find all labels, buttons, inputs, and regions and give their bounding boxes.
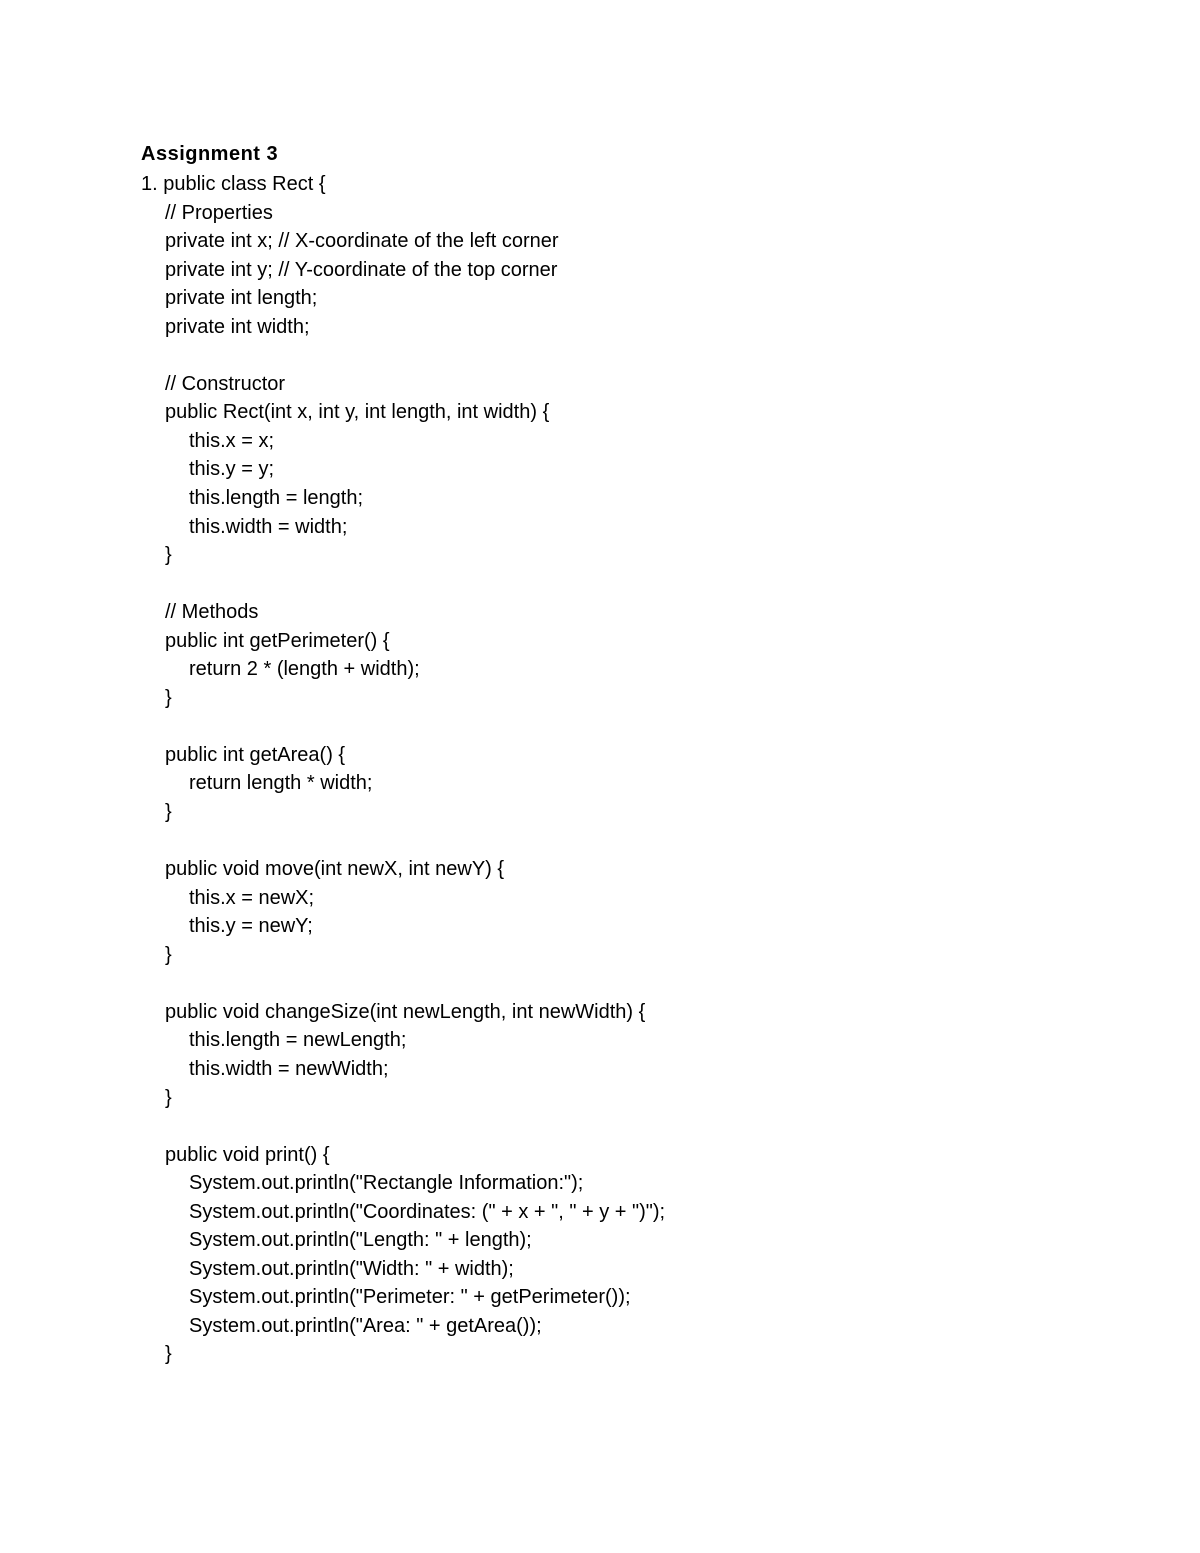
code-line: this.x = x; <box>189 429 275 452</box>
code-line: this.length = length; <box>189 487 364 510</box>
code-line <box>141 969 1141 998</box>
code-line: this.y = y; <box>189 458 275 481</box>
code-line: } <box>165 801 172 824</box>
code-line: // Properties <box>165 201 273 224</box>
code-line: public void move(int newX, int newY) { <box>165 858 505 881</box>
code-line: System.out.println("Rectangle Information:"); <box>189 1172 584 1195</box>
code-line: public int getArea() { <box>165 743 346 766</box>
code-line: } <box>165 1086 172 1109</box>
code-line: public void changeSize(int newLength, int newWidth) { <box>165 1000 646 1023</box>
code-line: this.y = newY; <box>189 915 313 938</box>
code-line: private int y; // Y-coordinate of the top corner <box>165 258 558 281</box>
code-line: this.length = newLength; <box>189 1029 407 1052</box>
code-line: private int length; <box>165 287 318 310</box>
code-line: 1. public class Rect { <box>141 173 326 195</box>
code-line <box>141 827 1141 856</box>
code-line: System.out.println("Coordinates: (" + x + ", " + y + ")"); <box>189 1200 666 1223</box>
code-line: public Rect(int x, int y, int length, int width) { <box>165 401 550 424</box>
code-line <box>141 712 1141 741</box>
code-line: } <box>165 1343 172 1366</box>
code-line: return 2 * (length + width); <box>189 658 420 681</box>
code-line <box>141 341 1141 370</box>
code-line: } <box>165 686 172 709</box>
code-line: this.width = newWidth; <box>189 1057 389 1080</box>
code-line: private int width; <box>165 315 310 338</box>
code-listing <box>141 170 1141 1369</box>
code-line <box>141 1112 1141 1141</box>
code-line: public int getPerimeter() { <box>165 629 390 652</box>
code-line: System.out.println("Width: " + width); <box>189 1257 514 1280</box>
code-line: return length * width; <box>189 772 373 795</box>
code-line: } <box>165 943 172 966</box>
document-title: Assignment 3 <box>141 143 279 165</box>
code-line: System.out.println("Area: " + getArea()); <box>189 1314 542 1337</box>
code-line: this.width = width; <box>189 515 348 538</box>
code-line: // Constructor <box>165 372 286 395</box>
code-line: } <box>165 544 172 567</box>
code-line: System.out.println("Perimeter: " + getPerimeter()); <box>189 1286 631 1309</box>
code-line: this.x = newX; <box>189 886 315 909</box>
code-line: public void print() { <box>165 1143 330 1166</box>
code-line <box>141 570 1141 599</box>
code-line: System.out.println("Length: " + length); <box>189 1229 532 1252</box>
code-line: // Methods <box>165 601 259 624</box>
code-line: private int x; // X-coordinate of the left corner <box>165 230 559 253</box>
